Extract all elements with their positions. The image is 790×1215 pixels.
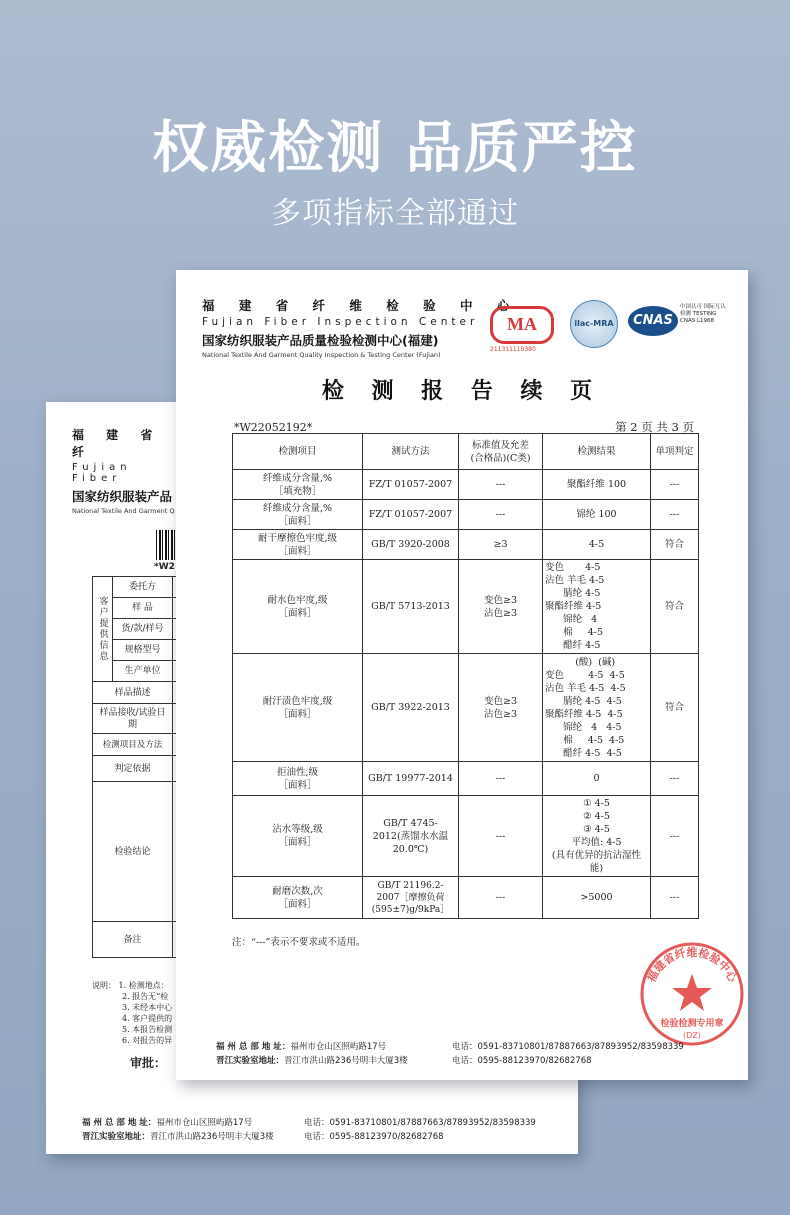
cell-verdict: --- [651,796,699,877]
cell-verdict: --- [651,470,699,500]
cell-standard: --- [459,762,543,796]
back-header-cn: 福 建 省 纤 [72,428,162,459]
cell-standard: --- [459,877,543,919]
cell-method: GB/T 19977-2014 [363,762,459,796]
test-results-table [232,433,699,919]
back-header-en: Fujian Fiber [72,462,132,484]
ilac-mra-logo: ilac-MRA [570,300,618,348]
cell-result: 4-5 [543,530,651,560]
column-header: 检测项目 [233,434,363,470]
cell-result: 锦纶 100 [543,500,651,530]
barcode-number: *W2 [154,562,175,572]
back-row-label: 检验结论 [93,782,173,922]
seal-bottom-text: 检验检测专用章 [660,1019,724,1029]
cell-item: 沾水等级,级 ［面料］ [233,796,363,877]
back-notes [92,980,172,1046]
back-row-label: 检测项目及方法 [93,734,173,756]
front-header-cn: 福 建 省 纤 维 检 验 中 心 [202,298,520,313]
front-footer-addr: 晋江市洪山路236号明丰大厦3楼 [284,1056,408,1066]
inspection-seal-stamp [638,940,746,1048]
back-footer-addr: 晋江市洪山路236号明丰大厦3楼 [150,1132,274,1142]
back-footer-phone: 电话：0595-88123970/82682768 [304,1132,444,1142]
cell-verdict: --- [651,877,699,919]
front-report-sheet [176,270,748,1080]
cell-verdict: --- [651,762,699,796]
front-footer-label: 晋江实验室地址： [216,1056,285,1066]
back-footer-line [82,1130,444,1142]
table-note: 注：“---”表示不要求或不适用。 [232,937,366,948]
table-row [233,530,699,560]
table-row [233,654,699,762]
cell-method: GB/T 4745- 2012(蒸馏水水温 20.0℃) [363,796,459,877]
cell-method: GB/T 3922-2013 [363,654,459,762]
cell-result: >5000 [543,877,651,919]
cell-standard: --- [459,470,543,500]
cell-item: 纤维成分含量,% ［填充物］ [233,470,363,500]
cma-logo: MA [490,306,554,344]
back-note-line: 5. 本报告检测 [122,1025,173,1034]
back-note-line: 4. 客户提供的 [122,1014,173,1023]
back-row-label: 样品接收/试验日期 [93,704,173,734]
front-footer-line [216,1040,684,1052]
hero-subtitle: 多项指标全部通过 [271,196,519,231]
back-row-label: 备注 [93,922,173,958]
cell-result: ① 4-5 ② 4-5 ③ 4-5 平均值: 4-5 (具有优异的抗沾湿性 能) [543,796,651,877]
back-header [72,426,182,515]
front-header-national-en: National Textile And Garment Quality Inspection & Testing Center (Fujian) [202,351,441,359]
cell-result: 0 [543,762,651,796]
back-note-line: 3. 未经本中心 [122,1003,173,1012]
back-row-label: 委托方 [113,577,173,598]
cell-result: (酸) (碱) 变色 4-5 4-5 沾色 羊毛 4-5 4-5 腈纶 4-5 4-5 聚酯纤维 4-5 4-5 锦纶 4 4-5 棉 4-5 4-5 醋纤 4-5 4-5 [545,656,626,759]
cell-standard: 变色≥3 沾色≥3 [459,654,543,762]
cell-item: 耐水色牢度,级 ［面料］ [233,560,363,654]
back-footer-line [82,1116,536,1128]
report-title: 检 测 报 告 续 页 [321,379,603,404]
page-indicator: 第 2 页 共 3 页 [615,420,694,434]
back-row-label: 生产单位 [113,661,173,682]
column-header: 标准值及允差 (合格品)(C类) [459,434,543,470]
cell-verdict: 符合 [651,654,699,762]
front-header-national: 国家纺织服装产品质量检验检测中心(福建) [202,333,439,348]
back-footer-label: 晋江实验室地址： [82,1132,151,1142]
back-note-line: 6. 对报告的异 [122,1036,173,1045]
cnas-text: 中国认可 国际互认 检测 TESTING CNAS L1968 [680,304,726,324]
seal-top-text: 福建省纤维检验中心 [644,946,740,985]
front-footer-phone: 电话：0591-83710801/87887663/87893952/83598339 [452,1042,684,1052]
cell-method: GB/T 21196.2- 2007［摩擦负荷 (595±7)g/9kPa］ [363,877,459,919]
cell-method: GB/T 3920-2008 [363,530,459,560]
back-footer-label: 福 州 总 部 地 址： [82,1118,157,1128]
cell-item: 耐磨次数,次 ［面料］ [233,877,363,919]
table-row [233,762,699,796]
back-footer-addr: 福州市仓山区照屿路17号 [156,1118,253,1128]
front-header-en: Fujian Fiber Inspection Center [202,316,479,328]
back-footer-phone: 电话：0591-83710801/87887663/87893952/83598339 [304,1118,536,1128]
back-header-national: 国家纺织服装产品 [72,489,173,504]
accreditation-logos [490,300,730,360]
table-row [233,470,699,500]
cell-item: 拒油性,级 ［面料］ [233,762,363,796]
cell-standard: --- [459,500,543,530]
back-note-line: 2. 报告无“检 [122,992,169,1001]
cell-item: 纤维成分含量,% ［面料］ [233,500,363,530]
cell-standard: --- [459,796,543,877]
cell-standard: 变色≥3 沾色≥3 [459,560,543,654]
table-row [233,796,699,877]
cell-verdict: 符合 [651,560,699,654]
cnas-logo: CNAS [628,306,678,336]
cell-verdict: --- [651,500,699,530]
cell-result: 聚酯纤维 100 [543,470,651,500]
cell-method: FZ/T 01057-2007 [363,470,459,500]
seal-code: (DZ) [683,1031,701,1040]
table-row [233,560,699,654]
table-row [233,500,699,530]
cell-item: 耐汗渍色牢度,级 ［面料］ [233,654,363,762]
back-row-label: 货/款/样号 [113,619,173,640]
table-row [233,877,699,919]
hero-title: 权威检测 品质严控 [152,116,638,181]
front-header [202,296,519,359]
customer-info-group: 客户提供信息 [93,577,113,682]
cell-result: 变色 4-5 沾色 羊毛 4-5 腈纶 4-5 聚酯纤维 4-5 锦纶 4 棉 4-5 醋纤 4-5 [545,562,605,651]
front-footer-addr: 福州市仓山区照屿路17号 [290,1042,387,1052]
cell-standard: ≥3 [459,530,543,560]
back-row-label: 规格型号 [113,640,173,661]
approve-label: 审批： [130,1056,167,1070]
report-number: *W22052192* [234,421,313,434]
cell-verdict: 符合 [651,530,699,560]
column-header: 检测结果 [543,434,651,470]
cell-method: GB/T 5713-2013 [363,560,459,654]
front-footer-line [216,1054,592,1066]
back-note-line: 说明： 1. 检测地点： [92,981,169,990]
back-row-label: 样品描述 [93,682,173,704]
cell-method: FZ/T 01057-2007 [363,500,459,530]
column-header: 单项判定 [651,434,699,470]
table-header-row [233,434,699,470]
front-footer-phone: 电话：0595-88123970/82682768 [452,1056,592,1066]
back-header-national-en: National Textile And Garment Q [72,507,175,515]
back-row-label: 判定依据 [93,756,173,782]
back-row-label: 样 品 [113,598,173,619]
cell-item: 耐干摩擦色牢度,级 ［面料］ [233,530,363,560]
cma-code: 211311110380 [490,346,536,353]
column-header: 测试方法 [363,434,459,470]
front-footer-label: 福 州 总 部 地 址： [216,1042,291,1052]
